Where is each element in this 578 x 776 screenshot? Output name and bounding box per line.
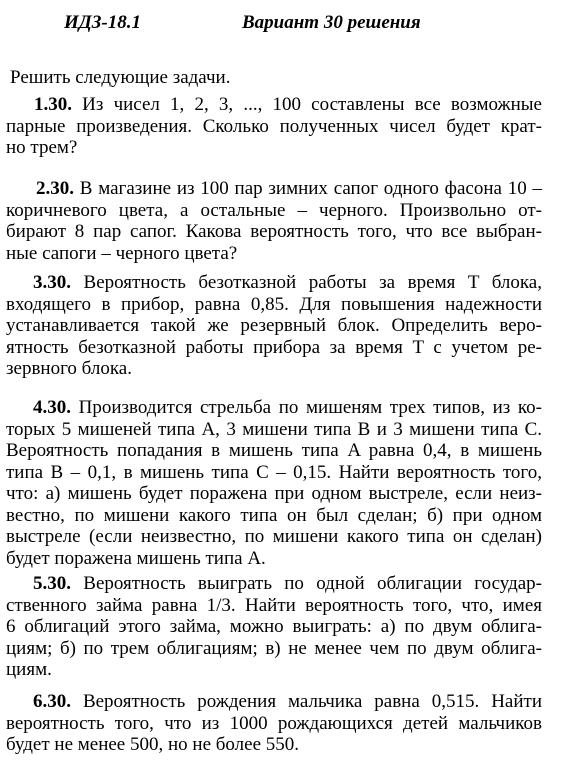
problem-2	[6, 178, 542, 264]
problem-1	[6, 94, 542, 159]
problem-line: циям; б) по трем облигациям; в) не менее чем по двум облига-	[6, 637, 542, 659]
problem-line: Вероятность рождения мальчика равна 0,515. Найти	[71, 691, 542, 712]
problem-number: 4.30.	[33, 397, 71, 418]
intro-text: Решить следующие задачи.	[10, 67, 231, 88]
problem-line: бирают 8 пар сапог. Какова вероятность того, что все выбран-	[6, 221, 542, 242]
problem-line: Вероятность попадания в мишень типа A равна 0,4, в мишень	[6, 440, 542, 461]
problem-5	[6, 573, 542, 681]
problem-line: Вероятность безотказной работы за время T блока,	[71, 272, 542, 293]
problem-number: 2.30.	[36, 178, 74, 199]
problem-line: ятность безотказной работы прибора за время T с учетом ре-	[6, 336, 542, 358]
problem-line: выстреле (если неизвестно, по мишени какого типа он сделан)	[6, 526, 542, 547]
problem-line: ные сапоги – черного цвета?	[6, 242, 238, 264]
problem-line: но трем?	[6, 137, 78, 158]
problem-line: В магазине из 100 пар зимних сапог одного фасона 10 –	[74, 178, 542, 199]
problem-line: Производится стрельба по мишеням трех типов, из ко-	[71, 397, 542, 418]
problem-line: Из чисел 1, 2, 3, ..., 100 составлены все возможные	[72, 94, 542, 115]
problem-line: 6 облигаций этого займа, можно выиграть: а) по двум облига-	[6, 616, 542, 637]
problem-line: вероятность того, что из 1000 рождающихся детей мальчиков	[6, 712, 542, 734]
problem-line: циям.	[6, 659, 52, 680]
problem-line: типа B – 0,1, в мишень типа C – 0,15. Найти вероятность того,	[6, 461, 542, 483]
problem-line: что: а) мишень будет поражена при одном выстреле, если неиз-	[6, 483, 542, 504]
problem-line: зервного блока.	[6, 358, 132, 379]
page-header	[64, 12, 421, 34]
problem-line: парные произведения. Сколько полученных чисел будет крат-	[6, 115, 542, 137]
problem-3	[6, 272, 542, 380]
problem-4	[6, 397, 542, 569]
problem-line: ственного займа равна 1/3. Найти вероятность того, что, имея	[6, 594, 542, 616]
problem-line: коричневого цвета, а остальные – черного. Произвольно от-	[6, 199, 542, 221]
problem-6	[6, 691, 542, 756]
assignment-title: ИДЗ-18.1	[64, 12, 142, 33]
variant-title: Вариант 30 решения	[242, 12, 421, 33]
problem-line: будет не менее 500, но не более 550.	[6, 734, 300, 755]
problem-line: торых 5 мишеней типа A, 3 мишени типа B и 3 мишени типа C.	[6, 418, 542, 440]
problem-number: 3.30.	[33, 272, 71, 293]
problem-line: устанавливается такой же резервный блок. Определить веро-	[6, 315, 542, 336]
problem-line: вестно, по мишени какого типа он был сделан; б) при одном	[6, 504, 542, 526]
problem-number: 5.30.	[33, 573, 71, 594]
problem-number: 1.30.	[34, 94, 72, 115]
problem-number: 6.30.	[33, 691, 71, 712]
problem-line: входящего в прибор, равна 0,85. Для повышения надежности	[6, 293, 542, 315]
problem-line: Вероятность выиграть по одной облигации государ-	[71, 573, 542, 594]
problem-line: будет поражена мишень типа A.	[6, 547, 266, 569]
